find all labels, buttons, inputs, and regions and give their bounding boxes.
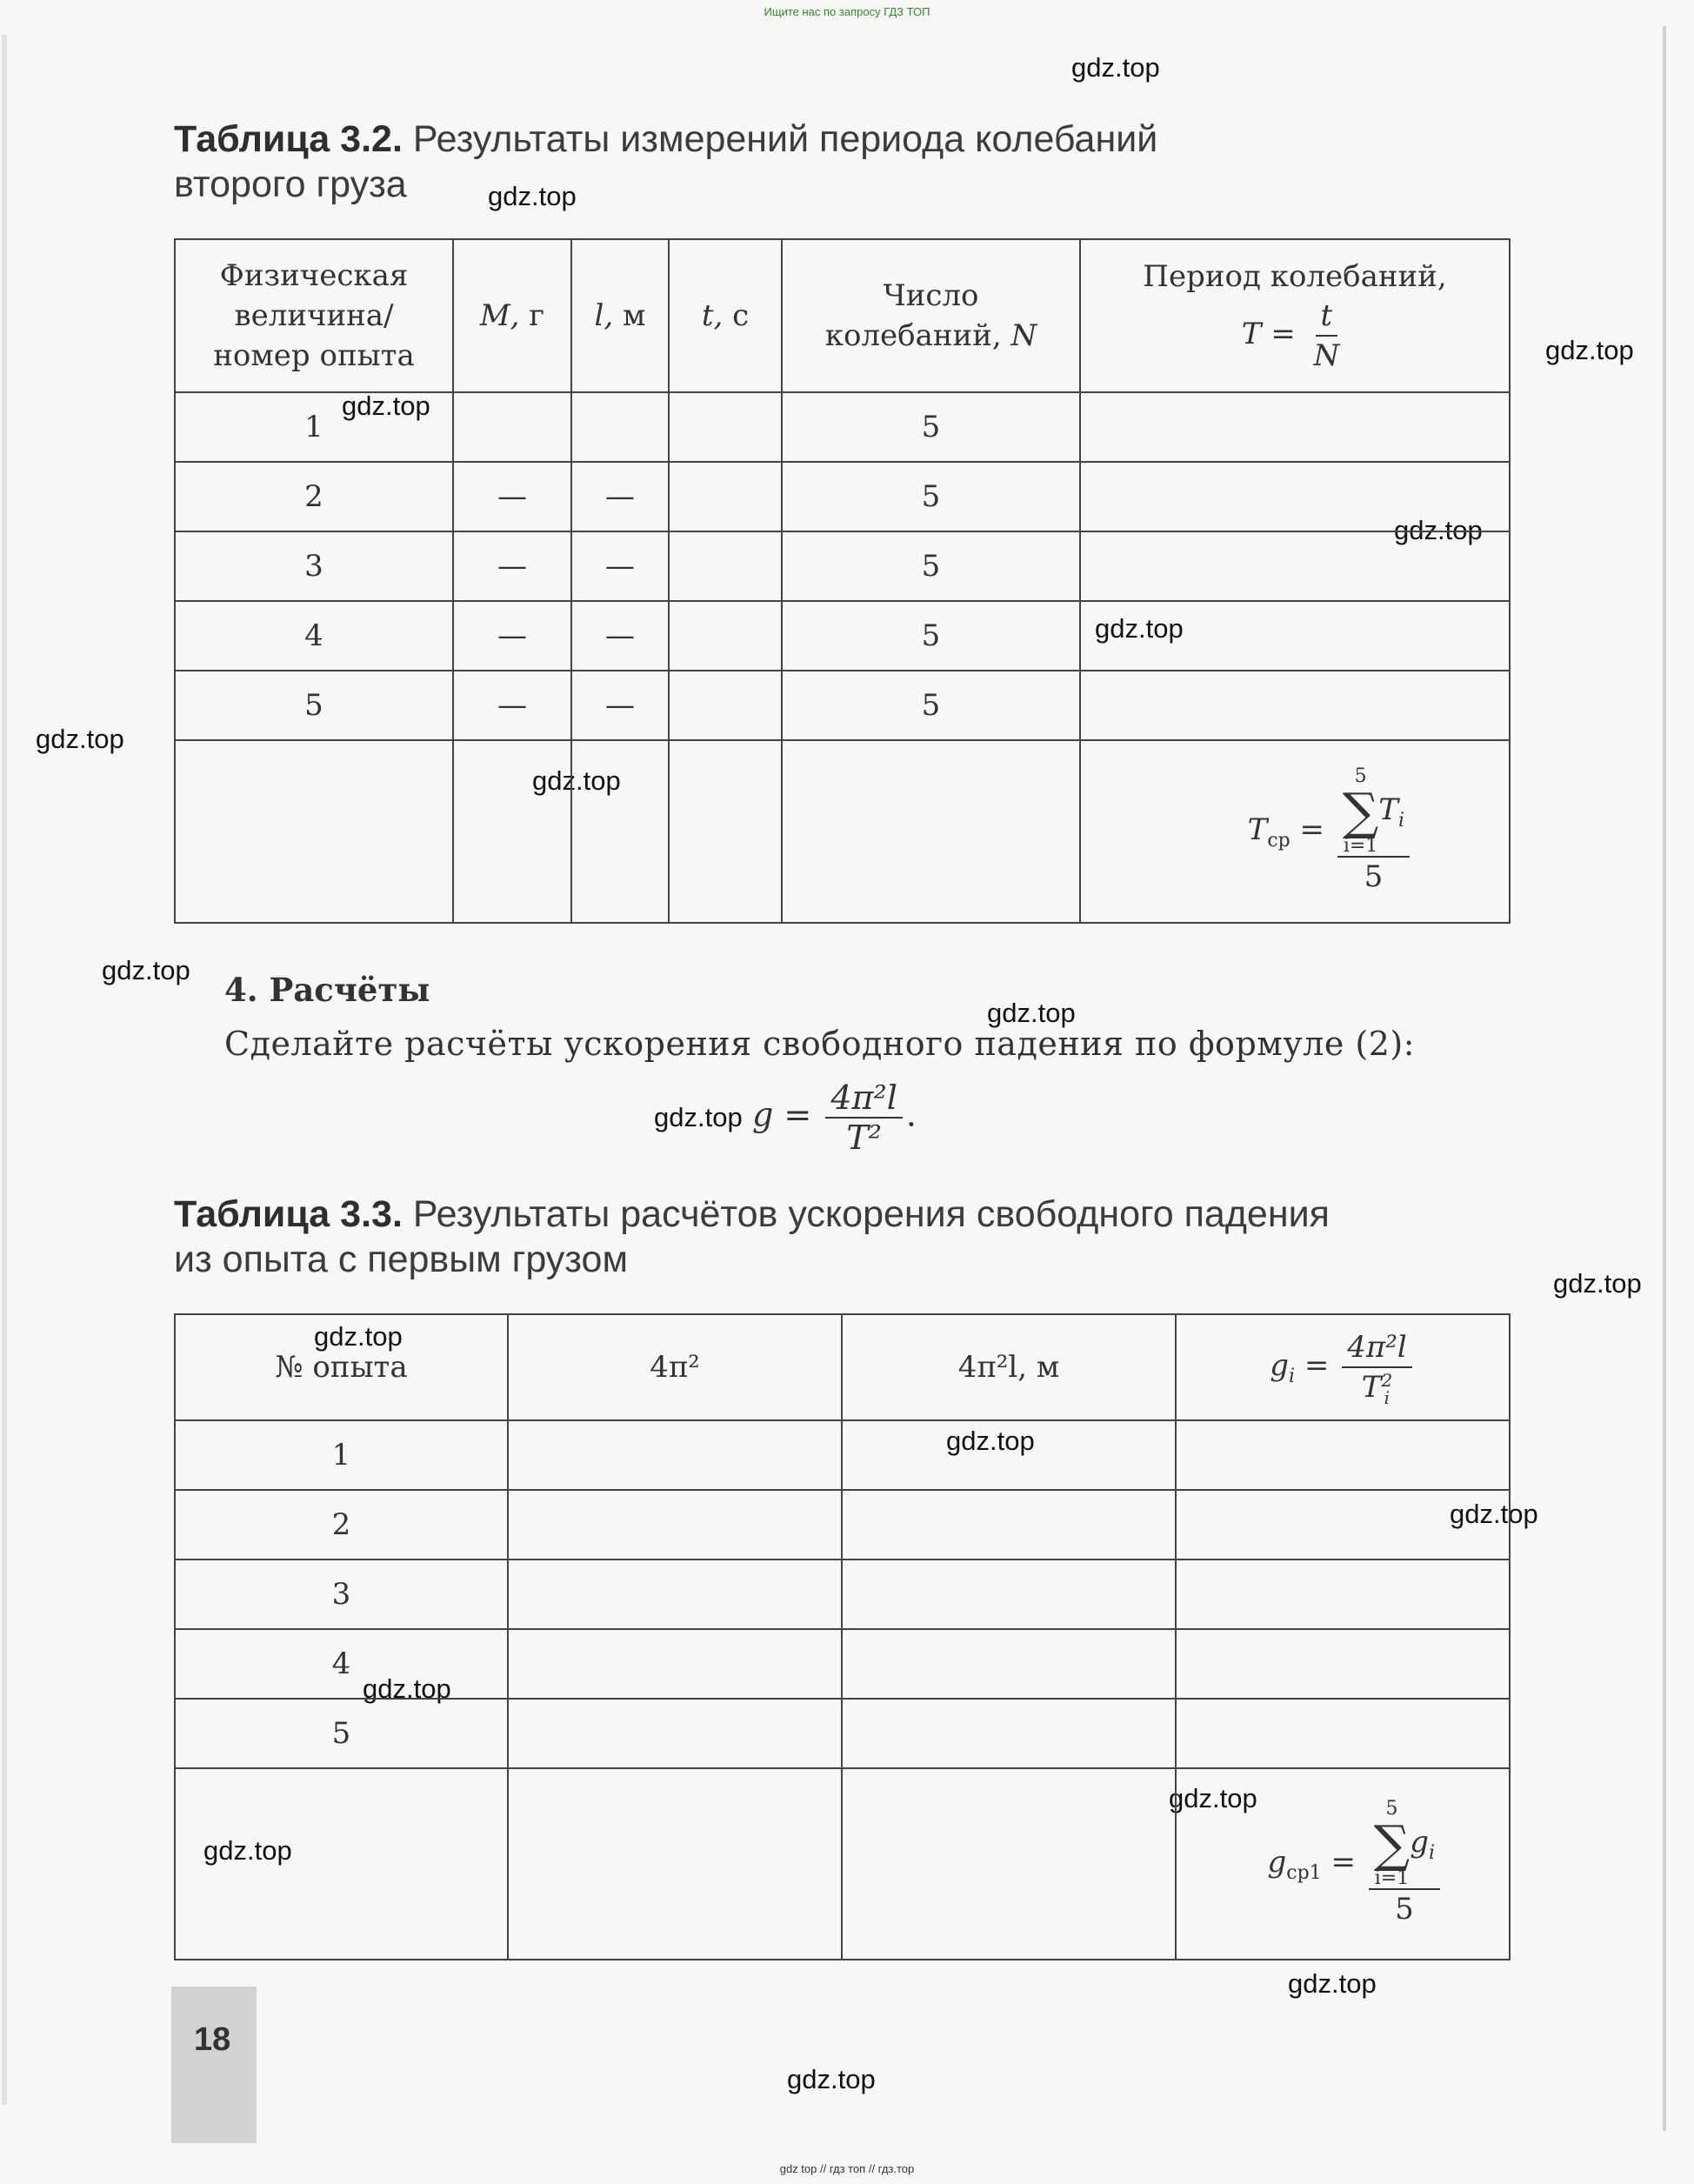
header-experiment-number: № опыта <box>175 1314 508 1420</box>
watermark: gdz.top <box>36 724 124 754</box>
table-row: 4 <box>175 1629 1510 1699</box>
table32-header-row <box>175 239 1510 392</box>
watermark: gdz.top <box>1450 1499 1538 1529</box>
top-note: Ищите нас по запросу ГДЗ ТОП <box>764 5 930 18</box>
table-row: 3 <box>175 1560 1510 1629</box>
table32-average-row <box>175 740 1510 923</box>
table33-caption <box>174 1192 1531 1282</box>
watermark: gdz.top <box>987 998 1076 1028</box>
table32-caption-text-2: второго груза <box>174 164 407 205</box>
watermark: gdz.top <box>314 1321 403 1352</box>
g-fraction: $\frac{\text{4π²l}}{\text{T²}}$ <box>825 1079 903 1157</box>
header-4pi2: 4π² <box>508 1314 842 1420</box>
average-g-fraction: 5 ∑ i=1 $g_i$ 5 <box>1369 1800 1440 1928</box>
section-text: Сделайте расчёты ускорения свободного падения по формуле (2): <box>224 1025 1416 1063</box>
header-length: l, м <box>571 239 669 392</box>
header-mass: M, г <box>453 239 571 392</box>
table33-caption-text-2: из опыта с первым грузом <box>174 1239 629 1280</box>
table-row: 2 <box>175 1490 1510 1560</box>
header-oscillations: Число колебаний, N <box>782 239 1080 392</box>
table33 <box>174 1313 1511 1960</box>
average-period-formula: $T_{ср}$ = 5 ∑ i=1 $T_i$ 5 <box>1080 740 1510 923</box>
table-row: 4 — — 5 <box>175 601 1510 671</box>
table-row: 1 5 <box>175 392 1510 462</box>
watermark: gdz.top <box>1553 1268 1642 1299</box>
header-quantity: Физическая величина/ номер опыта <box>175 239 453 392</box>
watermark: gdz.top <box>532 765 621 796</box>
watermark: gdz.top <box>1394 515 1483 545</box>
sum-symbol: 5 ∑ i=1 <box>1342 765 1379 857</box>
average-g-formula: $g_{ср1}$ = 5 ∑ i=1 $g_i$ 5 <box>1176 1768 1510 1960</box>
table-row: 3 — — 5 <box>175 531 1510 601</box>
table-row: 2 — — 5 <box>175 462 1510 531</box>
watermark: gdz.top <box>1545 335 1634 365</box>
watermark: gdz.top <box>946 1426 1035 1456</box>
header-time: t, с <box>669 239 782 392</box>
watermark: gdz.top <box>1095 613 1184 644</box>
watermark: gdz.top <box>1169 1783 1257 1813</box>
period-fraction: $\frac{t}{N}$ <box>1313 298 1340 373</box>
watermark: gdz.top <box>1288 1968 1377 1999</box>
page-number-tab <box>171 1987 257 2143</box>
header-4pi2l: 4π²l, м <box>842 1314 1176 1420</box>
watermark: gdz.top <box>654 1102 743 1132</box>
header-period: Период колебаний, T = $\frac{t}{N}$ <box>1080 239 1510 392</box>
table-row: 1 <box>175 1420 1510 1490</box>
page-number: 18 <box>194 2021 231 2058</box>
table33-caption-text: Результаты расчётов ускорения свободного падения <box>412 1193 1330 1235</box>
page-edge-right <box>1663 26 1666 2131</box>
table32-caption-text: Результаты измерений периода колебаний <box>412 118 1158 160</box>
table-row: 5 — — 5 <box>175 671 1510 740</box>
g-formula: g = $\frac{\text{4π²l}}{\text{T²}}$ . <box>752 1079 917 1157</box>
table32-caption <box>174 117 1531 207</box>
watermark: gdz.top <box>363 1673 451 1704</box>
page-shadow-left <box>2 35 7 2105</box>
watermark: gdz.top <box>102 955 190 985</box>
bottom-note: gdz top // гдз топ // гдз.тор <box>779 2162 915 2175</box>
table-row: 5 <box>175 1699 1510 1768</box>
watermark: gdz.top <box>1071 52 1160 83</box>
table33-caption-label: Таблица 3.3. <box>174 1193 403 1235</box>
table33-average-row <box>175 1768 1510 1960</box>
table32-caption-label: Таблица 3.2. <box>174 118 403 160</box>
watermark: gdz.top <box>203 1835 292 1866</box>
section-title: 4. Расчёты <box>224 971 430 1009</box>
gi-fraction: 4π²l T 2 i <box>1342 1328 1411 1406</box>
watermark: gdz.top <box>488 181 577 211</box>
watermark: gdz.top <box>342 391 430 421</box>
sum-symbol: 5 ∑ i=1 <box>1373 1798 1411 1889</box>
average-period-fraction: 5 ∑ i=1 $T_i$ 5 <box>1337 767 1410 896</box>
table32 <box>174 238 1511 924</box>
watermark: gdz.top <box>787 2064 876 2094</box>
table33-header-row <box>175 1314 1510 1420</box>
header-gi: $g_i$ = 4π²l T 2 i <box>1176 1314 1510 1420</box>
